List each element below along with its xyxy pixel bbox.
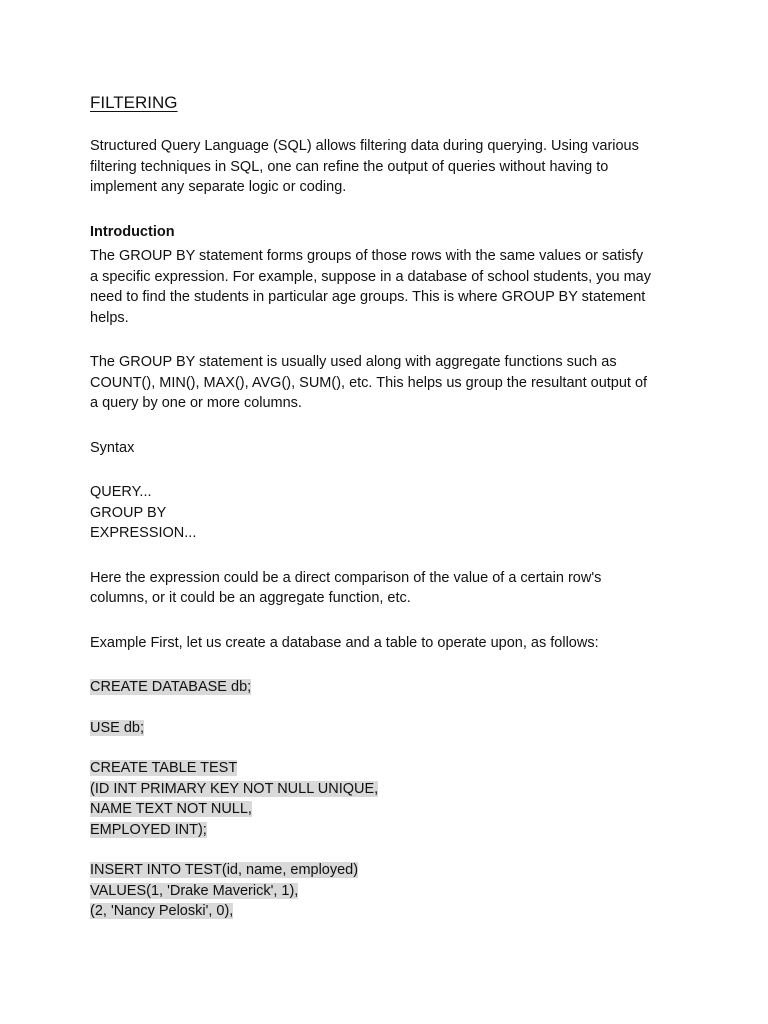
code-block-insert	[90, 860, 690, 922]
code-text: CREATE TABLE TEST	[90, 760, 238, 776]
text-line: helps.	[90, 309, 129, 326]
example-intro: Example First, let us create a database and a table to operate upon, as follows:	[90, 634, 599, 651]
syntax-line: EXPRESSION...	[90, 525, 197, 541]
code-line	[90, 799, 690, 820]
text-line: Here the expression could be a direct comparison of the value of a certain row's	[90, 569, 602, 586]
text-line: a query by one or more columns.	[90, 395, 302, 411]
aggregate-paragraph	[90, 352, 690, 414]
code-text: (2, 'Nancy Peloski', 0),	[90, 903, 234, 919]
code-text: CREATE DATABASE db;	[90, 679, 252, 695]
document-page	[90, 92, 690, 942]
code-line	[90, 860, 690, 881]
syntax-label: Syntax	[90, 439, 135, 456]
syntax-line: GROUP BY	[90, 504, 167, 521]
text-line: filtering techniques in SQL, one can refine the output of queries without having to	[90, 158, 609, 175]
code-text: (ID INT PRIMARY KEY NOT NULL UNIQUE,	[90, 780, 379, 797]
text-line: implement any separate logic or coding.	[90, 179, 347, 195]
text-line: need to find the students in particular age groups. This is where GROUP BY statement	[90, 289, 646, 305]
document-title: FILTERING	[90, 93, 178, 112]
code-block-create-table	[90, 758, 690, 840]
text-line: COUNT(), MIN(), MAX(), AVG(), SUM(), etc. This helps us group the resultant output of	[90, 374, 648, 391]
code-line	[90, 718, 690, 739]
code-text: EMPLOYED INT);	[90, 821, 207, 838]
code-text: NAME TEXT NOT NULL,	[90, 801, 252, 817]
code-text: VALUES(1, 'Drake Maverick', 1),	[90, 882, 299, 899]
code-line	[90, 901, 690, 922]
code-block-create-database	[90, 677, 690, 698]
code-line	[90, 779, 690, 800]
code-text: USE db;	[90, 719, 144, 736]
section-heading: Introduction	[90, 223, 175, 240]
syntax-line: QUERY...	[90, 484, 152, 500]
expression-paragraph	[90, 568, 690, 609]
text-line: columns, or it could be an aggregate function, etc.	[90, 590, 411, 606]
text-line: The GROUP BY statement is usually used along with aggregate functions such as	[90, 354, 617, 370]
syntax-block	[90, 482, 690, 544]
code-line	[90, 677, 690, 698]
text-line: a specific expression. For example, suppose in a database of school students, you may	[90, 268, 651, 285]
group-by-paragraph	[90, 246, 690, 328]
code-text: INSERT INTO TEST(id, name, employed)	[90, 862, 359, 878]
code-line	[90, 881, 690, 902]
text-line: Structured Query Language (SQL) allows filtering data during querying. Using various	[90, 138, 639, 154]
code-line	[90, 758, 690, 779]
intro-paragraph	[90, 136, 690, 198]
code-line	[90, 820, 690, 841]
code-block-use-db	[90, 718, 690, 739]
text-line: The GROUP BY statement forms groups of those rows with the same values or satisfy	[90, 248, 644, 264]
